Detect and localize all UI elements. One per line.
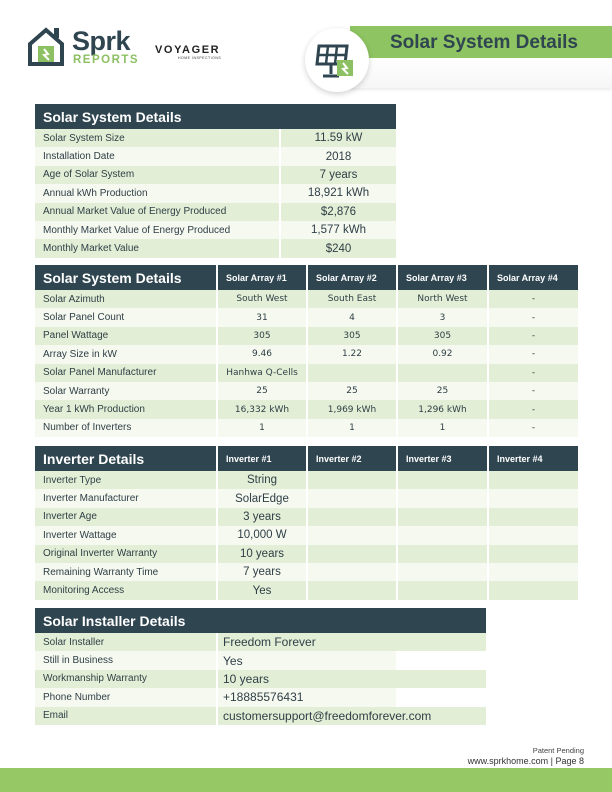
cell-value: 11.59 kW (279, 129, 396, 147)
table-row (35, 166, 396, 184)
cell-value (396, 508, 487, 526)
table-row (35, 526, 578, 544)
partner-sub: HOME INSPECTIONS (178, 56, 222, 60)
cell-value: 3 (396, 308, 487, 326)
cell-value: 0.92 (396, 345, 487, 363)
table-row (35, 545, 578, 563)
cell-value: 9.46 (216, 345, 306, 363)
cell-value: String (216, 471, 306, 489)
table-row (35, 581, 578, 599)
cell-value: 25 (306, 382, 396, 400)
row-label: Age of Solar System (43, 169, 135, 181)
table-row (35, 239, 396, 257)
cell-value (306, 489, 396, 507)
column-header: Solar Array #1 (216, 265, 306, 290)
cell-value: - (487, 290, 578, 308)
cell-value: South West (216, 290, 306, 308)
cell-value: - (487, 345, 578, 363)
title-shadow (350, 58, 612, 88)
cell-value (306, 581, 396, 599)
inverter-details-table (35, 446, 578, 600)
column-header: Solar Array #4 (487, 265, 578, 290)
row-label: Monthly Market Value (43, 243, 139, 255)
cell-value: 16,332 kWh (216, 400, 306, 418)
cell-value: 1.22 (306, 345, 396, 363)
cell-value (396, 489, 487, 507)
row-label: Solar Warranty (43, 385, 110, 397)
row-label: Solar Azimuth (43, 293, 105, 305)
installer-details-table (35, 608, 486, 725)
cell-value: 7 years (216, 563, 306, 581)
cell-value (396, 364, 487, 382)
table-row (35, 290, 578, 308)
row-label: Solar Panel Manufacturer (43, 367, 157, 379)
cell-value: 25 (396, 382, 487, 400)
table-row (35, 471, 578, 489)
cell-value: - (487, 382, 578, 400)
row-label: Inverter Type (43, 474, 102, 486)
cell-value: 31 (216, 308, 306, 326)
table-header (35, 104, 396, 129)
table-row (35, 308, 578, 326)
cell-value: 1,296 kWh (396, 400, 487, 418)
cell-value: 1 (396, 419, 487, 437)
solar-arrays-table (35, 265, 578, 437)
cell-value (487, 581, 578, 599)
cell-value: 305 (396, 327, 487, 345)
cell-value: 7 years (279, 166, 396, 184)
partner-logo: VOYAGER (155, 44, 221, 56)
cell-value: 1,577 kWh (279, 221, 396, 239)
cell-value: - (487, 327, 578, 345)
table-row (35, 508, 578, 526)
column-header: Inverter #1 (216, 446, 306, 471)
table-row (35, 382, 578, 400)
cell-value: Freedom Forever (216, 633, 486, 651)
cell-value: - (487, 419, 578, 437)
cell-value: - (487, 364, 578, 382)
row-label: Monitoring Access (43, 585, 125, 597)
cell-value: Yes (216, 651, 396, 669)
row-label: Inverter Manufacturer (43, 493, 139, 505)
row-label: Solar Installer (43, 636, 105, 648)
cell-value (487, 563, 578, 581)
cell-value: 1,969 kWh (306, 400, 396, 418)
patent-pending: Patent Pending (532, 746, 584, 755)
footer-url-page: www.sprkhome.com | Page 8 (467, 756, 584, 766)
brand-sub: REPORTS (73, 54, 140, 66)
cell-value: Hanhwa Q-Cells (216, 364, 306, 382)
table-row (35, 203, 396, 221)
cell-value (306, 545, 396, 563)
table-title: Solar System Details (43, 270, 182, 286)
cell-value (306, 471, 396, 489)
page-title-bar (350, 26, 612, 58)
row-label: Solar Panel Count (43, 312, 125, 324)
row-label: Annual kWh Production (43, 187, 148, 199)
cell-value: - (487, 400, 578, 418)
cell-value: 10 years (216, 670, 486, 688)
column-header: Inverter #4 (487, 446, 578, 471)
cell-value: 1 (306, 419, 396, 437)
table-row (35, 364, 578, 382)
cell-value (396, 471, 487, 489)
row-label: Panel Wattage (43, 330, 109, 342)
row-label: Year 1 kWh Production (43, 404, 145, 416)
cell-value: 10 years (216, 545, 306, 563)
table-row (35, 147, 396, 165)
cell-value: customersupport@freedomforever.com (216, 707, 486, 725)
row-label: Workmanship Warranty (43, 673, 147, 685)
table-row (35, 688, 396, 706)
row-label: Monthly Market Value of Energy Produced (43, 224, 231, 236)
row-label: Email (43, 710, 69, 722)
cell-value: 305 (216, 327, 306, 345)
cell-value (396, 563, 487, 581)
cell-value: 18,921 kWh (279, 184, 396, 202)
cell-value: +18885576431 (216, 688, 396, 706)
table-title: Inverter Details (43, 451, 145, 467)
cell-value (487, 489, 578, 507)
cell-value: $240 (279, 239, 396, 257)
cell-value: - (487, 308, 578, 326)
column-header: Solar Array #3 (396, 265, 487, 290)
row-label: Inverter Age (43, 511, 97, 523)
cell-value: 3 years (216, 508, 306, 526)
cell-value: 2018 (279, 147, 396, 165)
column-header: Inverter #2 (306, 446, 396, 471)
solar-panel-badge (305, 28, 369, 92)
cell-value: 25 (216, 382, 306, 400)
table-title: Solar System Details (43, 109, 182, 125)
system-summary-table (35, 104, 396, 258)
table-title: Solar Installer Details (43, 613, 186, 629)
cell-value (306, 508, 396, 526)
table-row (35, 419, 578, 437)
row-label: Annual Market Value of Energy Produced (43, 206, 227, 218)
row-label: Installation Date (43, 151, 115, 163)
cell-value (487, 508, 578, 526)
table-row (35, 345, 578, 363)
cell-value (487, 471, 578, 489)
table-row (35, 670, 486, 688)
cell-value: SolarEdge (216, 489, 306, 507)
cell-value: 1 (216, 419, 306, 437)
cell-value: North West (396, 290, 487, 308)
table-row (35, 400, 578, 418)
table-row (35, 651, 396, 669)
solar-panel-icon (305, 28, 369, 92)
cell-value: Yes (216, 581, 306, 599)
cell-value: $2,876 (279, 203, 396, 221)
table-row (35, 563, 578, 581)
cell-value (306, 563, 396, 581)
cell-value: 305 (306, 327, 396, 345)
cell-value (396, 545, 487, 563)
table-header (35, 446, 578, 471)
row-label: Array Size in kW (43, 348, 117, 360)
cell-value: South East (306, 290, 396, 308)
cell-value: 4 (306, 308, 396, 326)
cell-value (306, 364, 396, 382)
row-label: Original Inverter Warranty (43, 548, 158, 560)
cell-value (396, 581, 487, 599)
row-label: Phone Number (43, 691, 111, 703)
row-label: Remaining Warranty Time (43, 566, 159, 578)
brand-name: Sprk (72, 26, 131, 56)
table-row (35, 327, 578, 345)
cell-value (487, 526, 578, 544)
table-row (35, 633, 486, 651)
row-label: Solar System Size (43, 132, 125, 144)
table-header (35, 265, 578, 290)
cell-value (396, 526, 487, 544)
column-header: Inverter #3 (396, 446, 487, 471)
cell-value (487, 545, 578, 563)
table-header (35, 608, 486, 633)
table-row (35, 184, 396, 202)
row-label: Number of Inverters (43, 422, 132, 434)
table-row (35, 129, 396, 147)
row-label: Inverter Wattage (43, 529, 117, 541)
footer-bar (0, 768, 612, 792)
row-label: Still in Business (43, 655, 114, 667)
cell-value (306, 526, 396, 544)
column-header: Solar Array #2 (306, 265, 396, 290)
table-row (35, 707, 486, 725)
cell-value: 10,000 W (216, 526, 306, 544)
page-title: Solar System Details (390, 32, 578, 53)
table-row (35, 489, 578, 507)
table-row (35, 221, 396, 239)
